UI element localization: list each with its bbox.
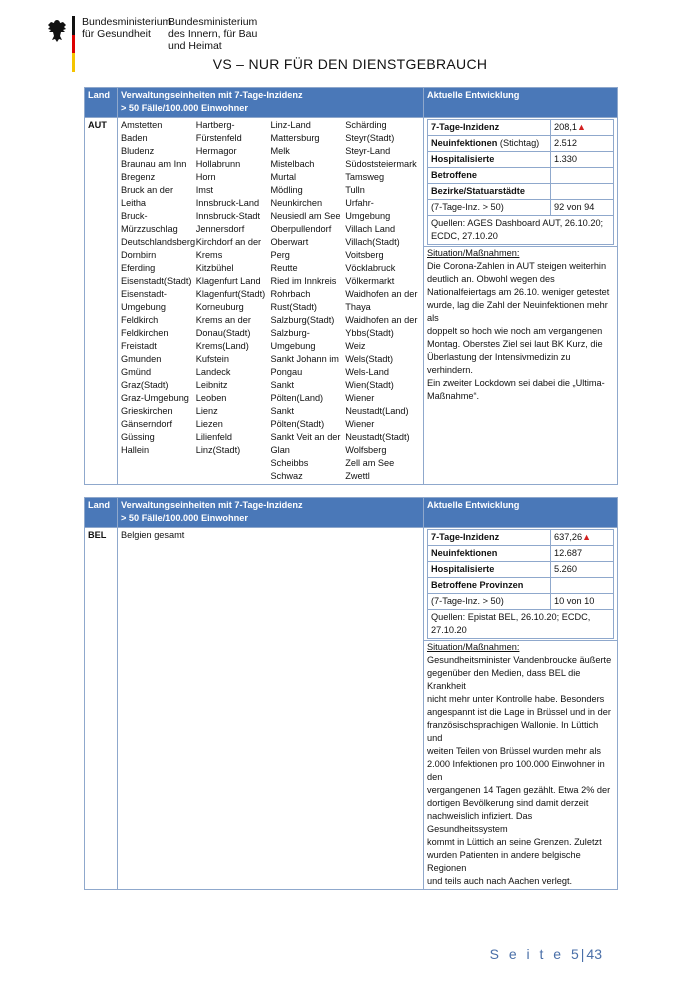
unit-item: Graz(Stadt) <box>121 380 169 390</box>
unit-item: Sankt Veit an der <box>270 432 341 442</box>
sources: Quellen: Epistat BEL, 26.10.20; ECDC, 27.10.20 <box>428 610 614 639</box>
unit-item: Lienz <box>195 406 218 416</box>
unit-item: Pölten(Land) <box>270 393 324 403</box>
unit-item: Rohrbach <box>270 289 311 299</box>
unit-item: Krems an der <box>195 315 251 325</box>
situation-line: nicht mehr unter Kontrolle habe. Besonders <box>427 694 605 704</box>
ministry-interior: Bundesministerium des Innern, für Bau und Heimat <box>168 16 258 52</box>
unit-item: Wien(Stadt) <box>345 380 394 390</box>
situation-line: wurden Patienten in andere belgische Regionen <box>427 850 581 873</box>
unit-item: Gmunden <box>121 354 162 364</box>
unit-item: Grieskirchen <box>121 406 173 416</box>
affected-label: Betroffene Provinzen <box>428 578 551 594</box>
situation-line: vergangenen 14 Tagen gezählt. Etwa 2% der <box>427 785 611 795</box>
unit-item: Umgebung <box>345 211 391 221</box>
page-total: 43 <box>586 946 602 962</box>
unit-item: Zwettl <box>345 471 370 481</box>
unit-item: Thaya <box>345 302 371 312</box>
unit-item: Deutschlandsberg <box>121 237 196 247</box>
development-cell <box>424 528 618 890</box>
unit-item: Leitha <box>121 198 147 208</box>
unit-item: Hallein <box>121 445 150 455</box>
ministry-health: Bundesministerium für Gesundheit <box>82 16 172 40</box>
unit-item: Wiener <box>345 419 375 429</box>
unit-item: Melk <box>270 146 290 156</box>
unit-item: Tulln <box>345 185 365 195</box>
unit-item: Gänserndorf <box>121 419 173 429</box>
unit-item: Neusiedl am See <box>270 211 341 221</box>
unit-item: Scheibbs <box>270 458 309 468</box>
unit-item: Baden <box>121 133 148 143</box>
units-column <box>121 119 196 483</box>
incidence-value: 208,1 <box>554 122 577 132</box>
unit-item: Glan <box>270 445 290 455</box>
unit-item: Umgebung <box>270 341 316 351</box>
unit-item: Graz-Umgebung <box>121 393 189 403</box>
classification-title: VS – NUR FÜR DEN DIENSTGEBRAUCH <box>212 56 488 72</box>
unit-item: Pongau <box>270 367 303 377</box>
development-cell <box>424 118 618 485</box>
unit-item: Innsbruck-Land <box>195 198 260 208</box>
unit-item: Güssing <box>121 432 155 442</box>
situation-line: Überlastung der Intensivmedizin zu verhindern. <box>427 352 571 375</box>
page-number: 5 <box>570 946 579 962</box>
situation-line: deutlich an. Obwohl wegen des <box>427 274 555 284</box>
unit-item: Korneuburg <box>195 302 244 312</box>
unit-item: Wels-Land <box>345 367 389 377</box>
situation-line: wurde, lag die Zahl der Neuinfektionen mehr als <box>427 300 608 323</box>
unit-item: Sankt <box>270 380 294 390</box>
unit-item: Oberwart <box>270 237 309 247</box>
situation-line: und teils auch nach Aachen verlegt. <box>427 876 573 886</box>
unit-item: Amstetten <box>121 120 163 130</box>
unit-item: Liezen <box>195 419 223 429</box>
land-code: BEL <box>85 528 118 890</box>
unit-item: Wels(Stadt) <box>345 354 394 364</box>
unit-item: Bruck an der <box>121 185 174 195</box>
page-footer <box>490 946 602 962</box>
new-infections-note: (Stichtag) <box>499 138 540 148</box>
situation-line: Die Corona-Zahlen in AUT steigen weiterhin <box>427 261 607 271</box>
unit-item: Waidhofen an der <box>345 289 418 299</box>
unit-item: Klagenfurt Land <box>195 276 261 286</box>
land-code: AUT <box>85 118 118 485</box>
hospitalized-value: 1.330 <box>551 152 614 168</box>
unit-item: Neustadt(Stadt) <box>345 432 410 442</box>
unit-item: Umgebung <box>121 302 166 312</box>
unit-item: Leibnitz <box>195 380 228 390</box>
new-infections-label: Neuinfektionen <box>428 546 551 562</box>
unit-item: Neustadt(Land) <box>345 406 409 416</box>
unit-item: Perg <box>270 250 290 260</box>
unit-item: Neunkirchen <box>270 198 323 208</box>
unit-item: Leoben <box>195 393 227 403</box>
unit-item: Eferding <box>121 263 156 273</box>
unit-item: Imst <box>195 185 214 195</box>
unit-item: Feldkirchen <box>121 328 169 338</box>
affected-value: 92 von 94 <box>551 200 614 216</box>
unit-item: Fürstenfeld <box>195 133 242 143</box>
unit-item: Feldkirch <box>121 315 159 325</box>
affected-criterion: (7-Tage-Inz. > 50) <box>428 200 551 216</box>
units-column <box>196 119 271 483</box>
incidence-label: 7-Tage-Inzidenz <box>428 530 551 546</box>
affected-label: Betroffene <box>428 168 551 184</box>
unit-item: Jennersdorf <box>195 224 245 234</box>
page-label: S e i t e <box>489 946 565 962</box>
new-infections-label: Neuinfektionen <box>431 138 498 148</box>
unit-item: Linz(Stadt) <box>195 445 241 455</box>
unit-item: Lilienfeld <box>195 432 233 442</box>
unit-item: Schärding <box>345 120 387 130</box>
unit-item: Linz-Land <box>270 120 311 130</box>
unit-item: Wiener <box>345 393 375 403</box>
unit-item: Mödling <box>270 185 303 195</box>
situation-heading: Situation/Maßnahmen: <box>427 248 520 258</box>
unit-item: Urfahr- <box>345 198 374 208</box>
situation-line: doppelt so hoch wie noch am vergangenen <box>427 326 603 336</box>
unit-item: Freistadt <box>121 341 157 351</box>
unit-item: Innsbruck-Stadt <box>195 211 261 221</box>
unit-item: Pölten(Stadt) <box>270 419 325 429</box>
affected-label-2: Bezirke/Statuarstädte <box>428 184 551 200</box>
table-header-row <box>85 498 618 528</box>
unit-item: Murtal <box>270 172 297 182</box>
unit-item: Villach(Stadt) <box>345 237 400 247</box>
situation-line: Montag. Oberstes Ziel sei laut BK Kurz, die <box>427 339 603 349</box>
situation-line: französischsprachigen Wallonie. In Lüttich und <box>427 720 599 743</box>
unit-item: Sankt <box>270 406 294 416</box>
incidence-label: 7-Tage-Inzidenz <box>428 120 551 136</box>
unit-item: Hermagor <box>195 146 237 156</box>
unit-item: Tamsweg <box>345 172 385 182</box>
unit-item: Völkermarkt <box>345 276 395 286</box>
unit-item: Südoststeiermark <box>345 159 417 169</box>
table-row <box>85 528 618 890</box>
unit-item: Hartberg- <box>195 120 235 130</box>
unit-item: Steyr(Stadt) <box>345 133 395 143</box>
unit-item: Hollabrunn <box>195 159 241 169</box>
situation-line: gegenüber den Medien, dass BEL die Krankheit <box>427 668 581 691</box>
unit-item: Mattersburg <box>270 133 320 143</box>
units-text: Belgien gesamt <box>118 528 424 890</box>
unit-item: Ybbs(Stadt) <box>345 328 394 338</box>
unit-item: Klagenfurt(Stadt) <box>195 289 266 299</box>
hospitalized-value: 5.260 <box>551 562 614 578</box>
unit-item: Salzburg(Stadt) <box>270 315 335 325</box>
trend-up-icon: ▲ <box>577 122 586 132</box>
unit-item: Sankt Johann im <box>270 354 339 364</box>
unit-item: Oberpullendorf <box>270 224 332 234</box>
affected-criterion: (7-Tage-Inz. > 50) <box>428 594 551 610</box>
unit-item: Zell am See <box>345 458 395 468</box>
header-land: Land <box>85 88 118 118</box>
federal-eagle-logo <box>46 18 68 44</box>
unit-item: Waidhofen an der <box>345 315 418 325</box>
unit-item: Kufstein <box>195 354 229 364</box>
unit-item: Dornbirn <box>121 250 157 260</box>
situation-line: Gesundheitsminister Vandenbroucke äußerte <box>427 655 612 665</box>
unit-item: Voitsberg <box>345 250 384 260</box>
hospitalized-label: Hospitalisierte <box>428 562 551 578</box>
table-header-row <box>85 88 618 118</box>
situation-line: nachweislich infiziert. Das Gesundheitssystem <box>427 811 533 834</box>
page-separator: | <box>580 946 585 962</box>
trend-up-icon: ▲ <box>582 532 592 542</box>
new-infections-value: 2.512 <box>551 136 614 152</box>
incidence-value: 637,26 <box>554 532 583 542</box>
hospitalized-label: Hospitalisierte <box>428 152 551 168</box>
header-development: Aktuelle Entwicklung <box>424 498 618 528</box>
header-units: Verwaltungseinheiten mit 7-Tage-Inzidenz > 50 Fälle/100.000 Einwohner <box>118 498 424 528</box>
situation-line: dortigen Bevölkerung sind damit derzeit <box>427 798 589 808</box>
unit-item: Villach Land <box>345 224 396 234</box>
situation-text <box>427 654 614 888</box>
unit-item: Gmünd <box>121 367 152 377</box>
unit-item: Landeck <box>195 367 231 377</box>
sources: Quellen: AGES Dashboard AUT, 26.10.20; ECDC, 27.10.20 <box>428 216 614 245</box>
situation-line: weiten Teilen von Brüssel wurden mehr als <box>427 746 601 756</box>
unit-item: Horn <box>195 172 216 182</box>
country-table-aut <box>84 87 618 485</box>
affected-value: 10 von 10 <box>551 594 614 610</box>
situation-text <box>427 260 614 403</box>
unit-item: Eisenstadt(Stadt) <box>121 276 192 286</box>
situation-line: Nationalfeiertags am 26.10. weniger getestet <box>427 287 610 297</box>
situation-line: Ein zweiter Lockdown sei dabei die „Ultima- <box>427 378 605 388</box>
unit-item: Steyr-Land <box>345 146 391 156</box>
unit-item: Ried im Innkreis <box>270 276 337 286</box>
header-units: Verwaltungseinheiten mit 7-Tage-Inzidenz > 50 Fälle/100.000 Einwohner <box>118 88 424 118</box>
unit-item: Eisenstadt- <box>121 289 167 299</box>
situation-line: angespannt ist die Lage in Brüssel und in der <box>427 707 611 717</box>
units-column <box>271 119 346 483</box>
unit-item: Schwaz <box>270 471 303 481</box>
header-development: Aktuelle Entwicklung <box>424 88 618 118</box>
unit-item: Rust(Stadt) <box>270 302 317 312</box>
situation-line: kommt in Lüttich an seine Grenzen. Zuletzt <box>427 837 602 847</box>
unit-item: Krems(Land) <box>195 341 249 351</box>
new-infections-value: 12.687 <box>551 546 614 562</box>
unit-item: Vöcklabruck <box>345 263 396 273</box>
unit-item: Mistelbach <box>270 159 315 169</box>
country-table-bel <box>84 497 618 890</box>
units-column <box>345 119 420 483</box>
header-land: Land <box>85 498 118 528</box>
unit-item: Krems <box>195 250 223 260</box>
situation-line: 2.000 Infektionen pro 100.000 Einwohner in den <box>427 759 605 782</box>
unit-item: Bludenz <box>121 146 155 156</box>
unit-item: Reutte <box>270 263 298 273</box>
unit-item: Weiz <box>345 341 366 351</box>
situation-line: Maßnahme“. <box>427 391 480 401</box>
unit-item: Donau(Stadt) <box>195 328 251 338</box>
unit-item: Kirchdorf an der <box>195 237 262 247</box>
unit-item: Salzburg- <box>270 328 310 338</box>
unit-item: Kitzbühel <box>195 263 234 273</box>
unit-item: Wolfsberg <box>345 445 387 455</box>
table-row <box>85 118 618 485</box>
unit-item: Mürzzuschlag <box>121 224 178 234</box>
situation-heading: Situation/Maßnahmen: <box>427 642 520 652</box>
unit-item: Bregenz <box>121 172 156 182</box>
unit-item: Braunau am Inn <box>121 159 187 169</box>
unit-item: Bruck- <box>121 211 148 221</box>
units-list <box>118 118 424 485</box>
